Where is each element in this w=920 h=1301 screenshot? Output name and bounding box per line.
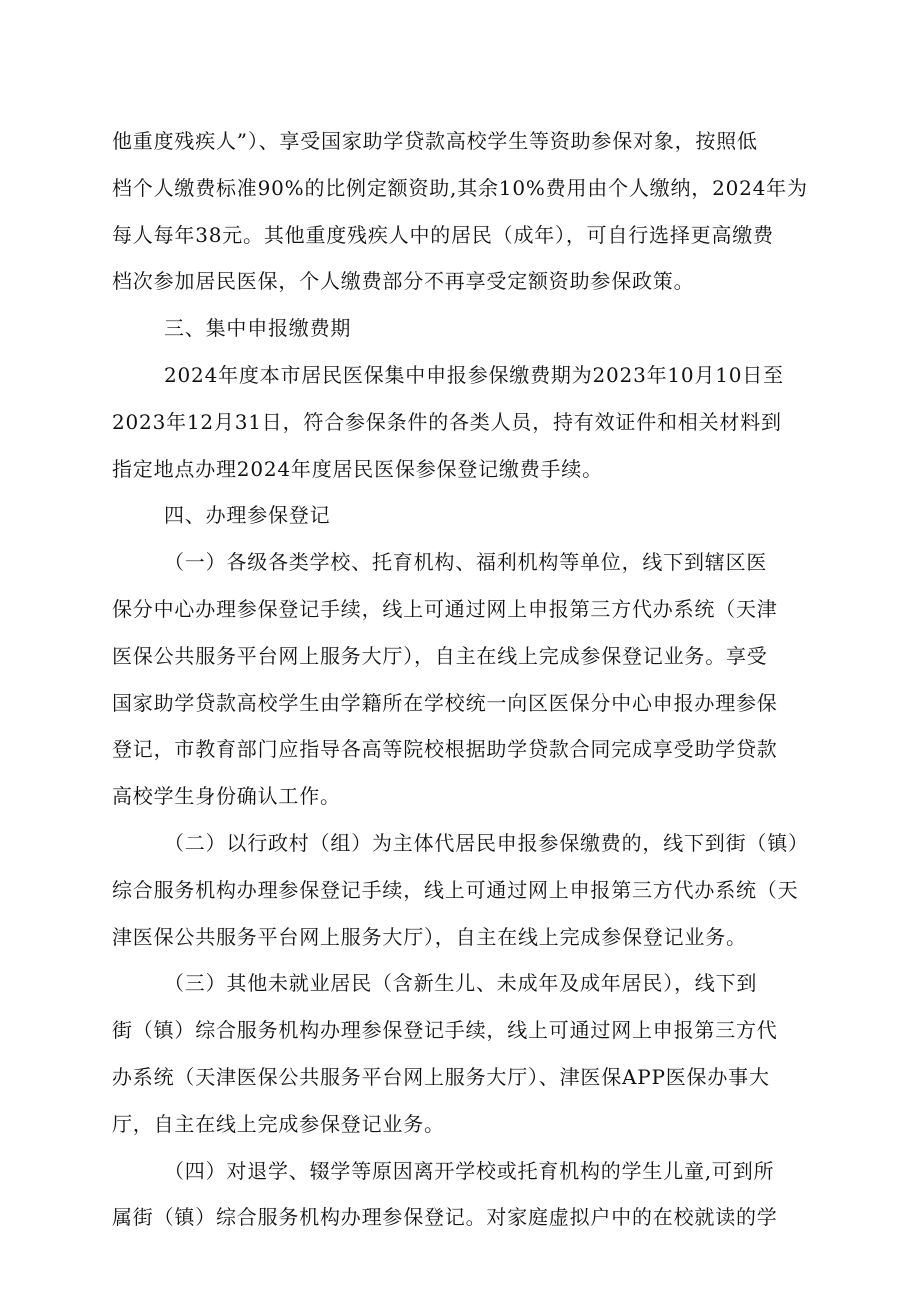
- document-page: [112, 118, 812, 1241]
- text-line: （四）对退学、辍学等原因离开学校或托育机构的学生儿童,可到所: [164, 1158, 775, 1183]
- paragraph-subsidy-standard: [112, 118, 812, 305]
- text-line: 办系统（天津医保公共服务平台网上服务大厅）、津医保APP医保办事大: [112, 1064, 770, 1089]
- text-line: （二）以行政村（组）为主体代居民申报参保缴费的，线下到街（镇）: [164, 830, 809, 855]
- text-line: 每人每年38元。其他重度残疾人中的居民（成年），可自行选择更高缴费: [112, 222, 774, 247]
- section-heading-registration: 四、办理参保登记: [164, 503, 331, 528]
- paragraph-item-4-dropouts: [112, 1148, 812, 1242]
- text-line: 2023年12月31日，符合参保条件的各类人员，持有效证件和相关材料到: [112, 409, 782, 434]
- text-line: （一）各级各类学校、托育机构、福利机构等单位，线下到辖区医: [164, 550, 768, 575]
- text-line: 街（镇）综合服务机构办理参保登记手续，线上可通过网上申报第三方代: [112, 1018, 778, 1043]
- text-line: 指定地点办理2024年度居民医保参保登记缴费手续。: [112, 456, 603, 481]
- paragraph-payment-period: [112, 352, 812, 492]
- text-line: 保分中心办理参保登记手续，线上可通过网上申报第三方代办系统（天津: [112, 596, 778, 621]
- paragraph-item-2-villages: [112, 820, 812, 960]
- text-line: 属街（镇）综合服务机构办理参保登记。对家庭虚拟户中的在校就读的学: [112, 1205, 778, 1230]
- text-line: 高校学生身份确认工作。: [112, 784, 341, 809]
- section-heading-payment-period: 三、集中申报缴费期: [164, 316, 352, 341]
- text-line: 档个人缴费标准90%的比例定额资助,其余10%费用由个人缴纳，2024年为: [112, 175, 808, 200]
- paragraph-item-1-schools: [112, 539, 812, 820]
- text-line: 津医保公共服务平台网上服务大厅），自主在线上完成参保登记业务。: [112, 924, 747, 949]
- text-line: 国家助学贷款高校学生由学籍所在学校统一向区医保分中心申报办理参保: [112, 690, 778, 715]
- text-line: 他重度残疾人”）、享受国家助学贷款高校学生等资助参保对象，按照低: [112, 129, 758, 153]
- text-line: 医保公共服务平台网上服务大厅），自主在线上完成参保登记业务。享受: [112, 643, 768, 668]
- text-line: 厅，自主在线上完成参保登记业务。: [112, 1111, 445, 1136]
- text-line: 登记，市教育部门应指导各高等院校根据助学贷款合同完成享受助学贷款: [112, 737, 778, 762]
- text-line: 档次参加居民医保，个人缴费部分不再享受定额资助参保政策。: [112, 269, 695, 294]
- paragraph-item-3-residents: [112, 960, 812, 1147]
- text-line: 2024年度本市居民医保集中申报参保缴费期为2023年10月10日至: [164, 362, 784, 387]
- text-line: （三）其他未就业居民（含新生儿、未成年及成年居民），线下到: [164, 971, 758, 996]
- text-line: 综合服务机构办理参保登记手续，线上可通过网上申报第三方代办系统（天: [112, 877, 799, 902]
